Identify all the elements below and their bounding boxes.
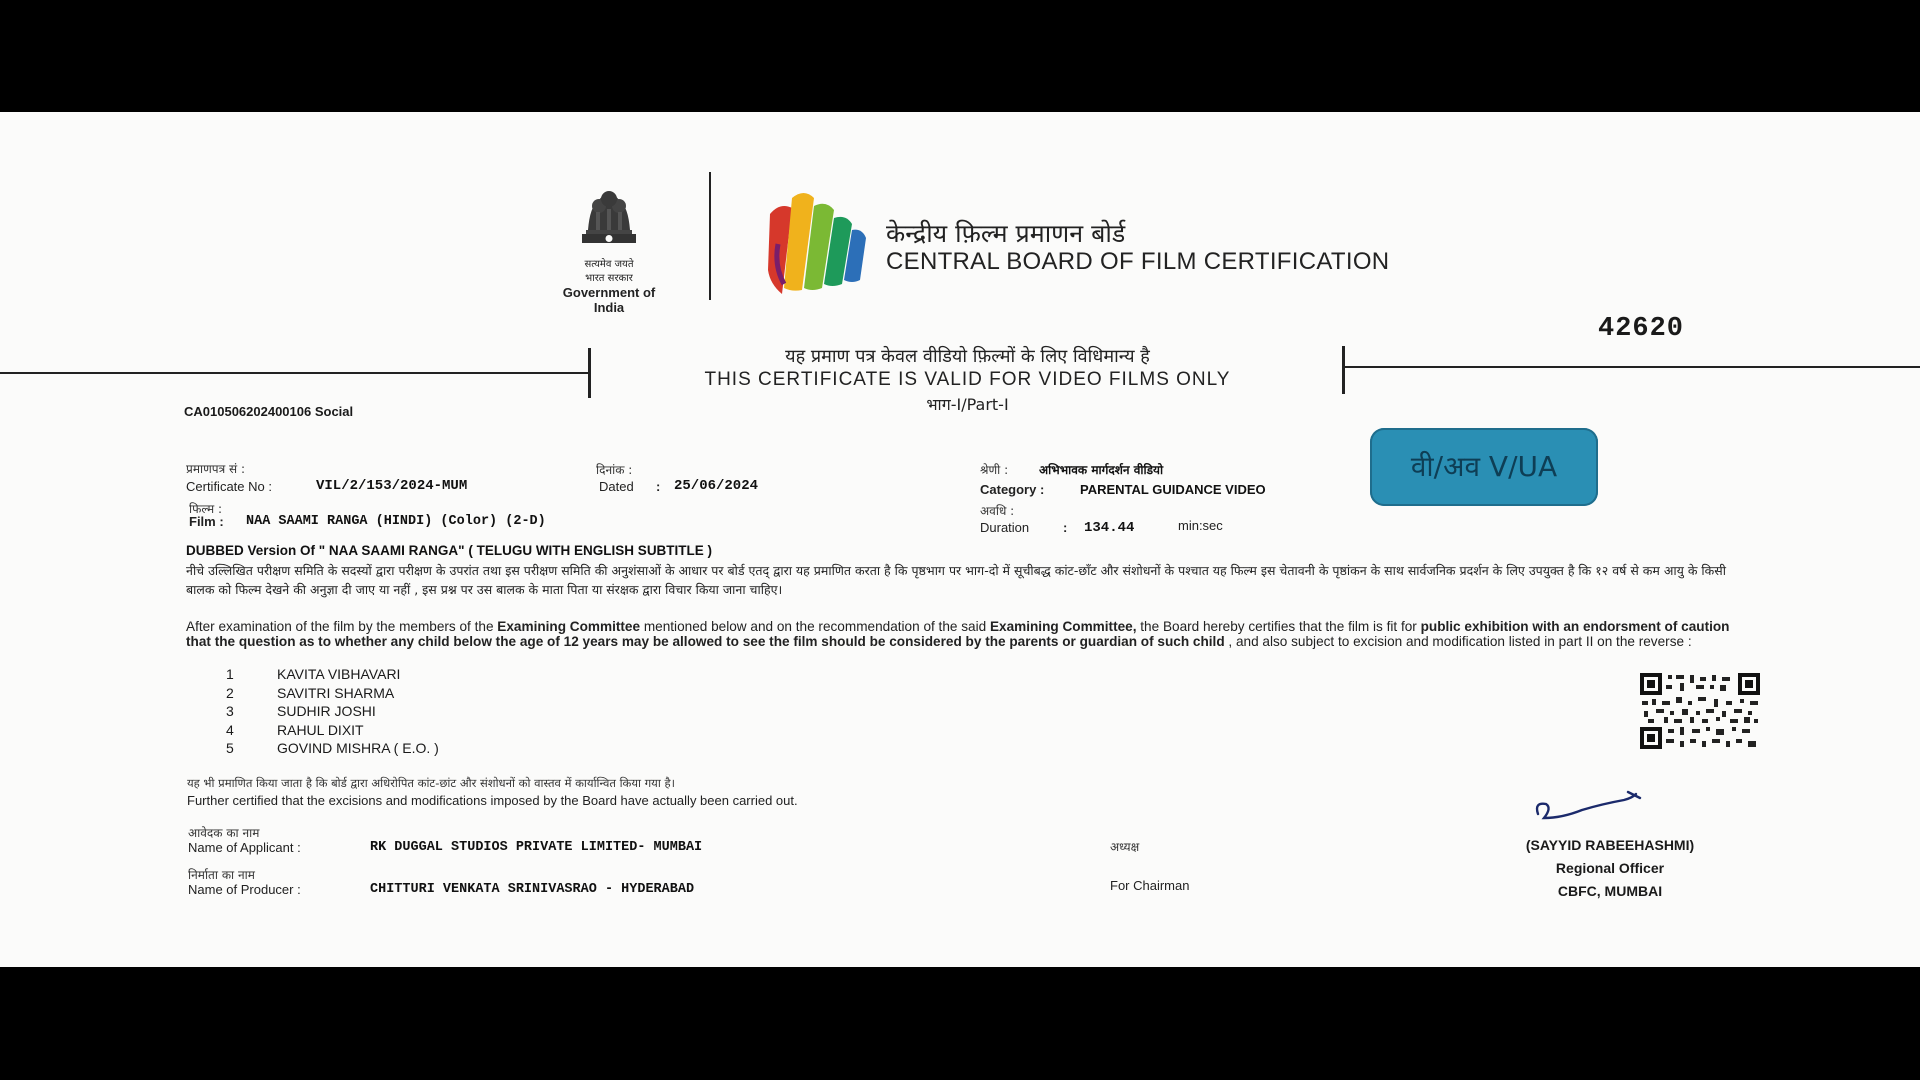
date-value: 25/06/2024 [674,478,759,494]
certificate-no-value: VIL/2/153/2024-MUM [316,478,468,494]
dubbed-version-line: DUBBED Version Of " NAA SAAMI RANGA" ( TELUGU WITH ENGLISH SUBTITLE ) [186,543,713,558]
emblem-motto: सत्यमेव जयते [584,259,634,270]
member-number: 5 [226,740,234,756]
para-text-3: the Board hereby certifies that the film is fit for [1136,619,1421,634]
member-name: GOVIND MISHRA ( E.O. ) [277,740,439,756]
signature-icon [1532,788,1652,824]
gov-hindi: भारत सरकार [585,273,633,284]
duration-colon: : [1063,520,1068,535]
member-name: SAVITRI SHARMA [277,684,395,701]
reference-code: CA010506202400106 Social [184,404,354,419]
certification-paragraph-english [186,619,1736,649]
signatory-office: CBFC, MUMBAI [1557,883,1663,899]
certification-paragraph-hindi: नीचे उल्लिखित परीक्षण समिति के सदस्यों द्वारा परीक्षण के उपरांत तथा इस परीक्षण समिति की अनुशंसाओं के आधार पर बोर्ड एतद् द्वारा यह प्रमाणित करता है कि पृष्ठभाग पर भाग-दो में सूचीबद्ध कांट-छाँट और संशोधनों के पश्चात यह फिल्म इस चेतावनी के पृष्ठांकन के साथ सार्वजनिक प्रदर्शन के लिए उपयुक्त है कि १२ वर्ष से कम आयु के किसी बालक को फिल्म देखने की अनुज्ञा दी जाए या नहीं , इस प्रश्न पर उस बालक के माता पिता या संरक्षक द्वारा विचार किया जाना चाहिए। [186,563,1726,597]
signatory-name: (SAYYID RABEEHASHMI) [1525,837,1695,853]
signatory-title: Regional Officer [1555,860,1665,876]
film-label-hindi: फिल्म : [189,502,223,516]
qr-code-icon [1640,673,1760,749]
further-certified-hindi: यह भी प्रमाणित किया जाता है कि बोर्ड द्वारा अधिरोपित कांट-छांट और संशोधनों को वास्तव में कार्यान्वित किया गया है। [187,776,675,790]
date-label: Dated [599,479,634,494]
banner-line-left [0,372,590,374]
member-name: RAHUL DIXIT [277,721,364,738]
category-label: Category : [980,482,1045,497]
header-divider [709,172,711,300]
validity-hindi: यह प्रमाण पत्र केवल वीडियो फ़िल्मों के लिए विधिमान्य है [785,346,1150,367]
certificate-page [0,112,1920,967]
para-text-1: After examination of the film by the members of the [186,619,498,634]
validity-banner [590,344,1345,415]
producer-label: Name of Producer : [188,882,301,897]
duration-value: 134.44 [1084,520,1135,536]
applicant-label-hindi: आवेदक का नाम [188,826,260,840]
rating-badge: वी/अव V/UA [1370,428,1598,506]
list-item [226,722,439,741]
certificate-no-label-hindi: प्रमाणपत्र सं : [186,462,246,476]
date-colon: : [656,479,661,494]
para-text-4: , and also subject to excision and modification listed in part II on the reverse : [1224,634,1692,649]
list-item [226,666,439,685]
list-item [226,703,439,722]
further-certified-english: Further certified that the excisions and modifications imposed by the Board have actually been carried out. [187,793,798,808]
member-number: 4 [226,721,234,738]
list-item [226,685,439,704]
date-label-hindi: दिनांक : [596,463,633,477]
banner-line-right [1344,366,1920,368]
member-number: 2 [226,684,234,701]
chairman-hindi: अध्यक्ष [1110,840,1140,854]
member-number: 1 [226,666,234,682]
para-bold-2: Examining Committee, [989,619,1137,634]
applicant-value: RK DUGGAL STUDIOS PRIVATE LIMITED- MUMBAI [370,840,703,855]
category-value: PARENTAL GUIDANCE VIDEO [1080,482,1266,497]
film-label: Film : [189,514,224,529]
duration-label-hindi: अवधि : [980,504,1015,518]
producer-label-hindi: निर्माता का नाम [188,868,255,882]
validity-english: THIS CERTIFICATE IS VALID FOR VIDEO FILMS ONLY [704,369,1231,390]
category-label-hindi: श्रेणी : [980,463,1009,477]
cbfc-logo-icon [762,184,872,296]
film-title-value: NAA SAAMI RANGA (HINDI) (Color) (2-D) [246,514,546,529]
para-bold-1: Examining Committee [497,619,641,634]
lion-capital-icon [574,184,644,256]
board-name-hindi: केन्द्रीय फ़िल्म प्रमाणन बोर्ड [886,219,1126,248]
member-number: 3 [226,703,234,719]
duration-unit: min:sec [1178,518,1223,533]
applicant-label: Name of Applicant : [188,840,301,855]
state-emblem [560,184,658,315]
gov-english: Government of India [562,285,656,315]
chairman-english: For Chairman [1110,878,1190,893]
board-name-english: CENTRAL BOARD OF FILM CERTIFICATION [886,248,1390,275]
list-item [226,740,439,759]
para-text-2: mentioned below and on the recommendation of the said [640,619,990,634]
para-bold-3: public exhibition with an endorsment of caution that the question as to whether any child below the age of 12 years may be allowed to see the film should be considered by the parents or guardian of such child [186,619,1730,649]
serial-number: 42620 [1598,314,1685,344]
producer-value: CHITTURI VENKATA SRINIVASRAO - HYDERABAD [370,882,695,897]
examining-committee-list [226,666,439,759]
member-name: KAVITA VIBHAVARI [277,666,401,682]
validity-part: भाग-I/Part-I [926,395,1009,414]
duration-label: Duration [980,520,1030,535]
member-name: SUDHIR JOSHI [277,703,376,719]
category-value-hindi: अभिभावक मार्गदर्शन वीडियो [1039,463,1164,477]
certificate-no-label: Certificate No : [186,479,272,494]
